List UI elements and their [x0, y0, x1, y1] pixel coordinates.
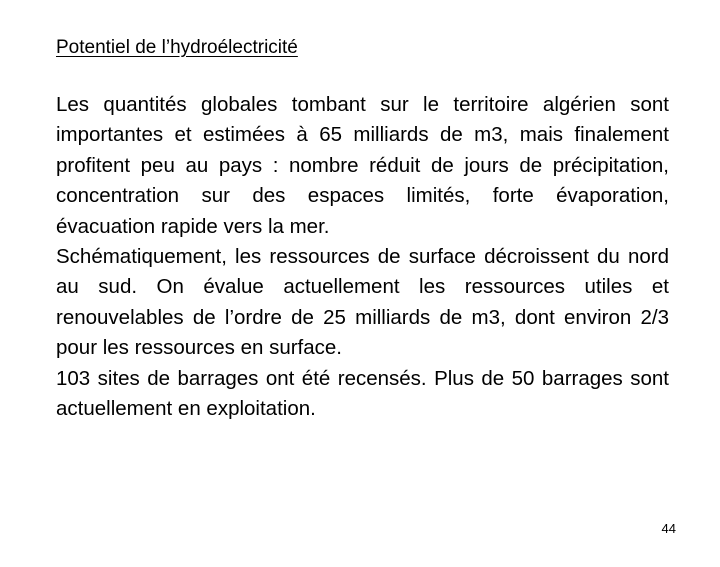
slide-title: Potentiel de l’hydroélectricité: [56, 37, 298, 58]
paragraph-dams: 103 sites de barrages ont été recensés. Plus de 50 barrages sont actuellement en exploitation.: [56, 366, 669, 421]
paragraph-rainfall: Les quantités globales tombant sur le territoire algérien sont importantes et estimées à 65 milliards de m3, mais finalement profitent peu au pays : nombre réduit de jours de précipitation, concentration sur des espaces limités, forte évaporation, évacuation rapide vers la mer.: [56, 93, 669, 238]
slide-body: [56, 90, 669, 424]
page-number: 44: [661, 521, 676, 536]
paragraph-surface-resources: Schématiquement, les ressources de surface décroissent du nord au sud. On évalue actuellement les ressources utiles et renouvelables de l’ordre de 25 milliards de m3, dont environ 2/3 pour les ressources en surface.: [56, 245, 669, 360]
